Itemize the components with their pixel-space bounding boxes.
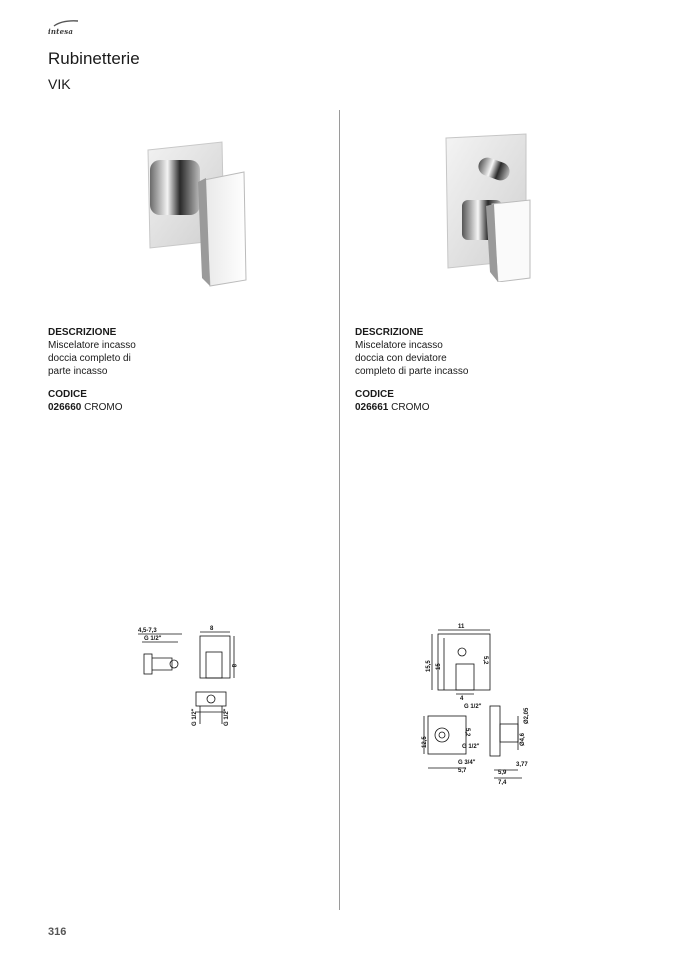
code-number: 026661 (355, 402, 389, 413)
dim-label: 11 (458, 624, 465, 630)
code-number: 026660 (48, 402, 82, 413)
description-line: doccia con deviatore (355, 353, 447, 364)
technical-drawing-026660 (130, 620, 250, 732)
column-divider (339, 110, 340, 910)
dim-label: 8 (210, 626, 214, 632)
page-title: Rubinetterie (48, 49, 140, 68)
code-finish: CROMO (391, 402, 430, 413)
page-number: 316 (48, 926, 67, 938)
product-info-026660 (48, 326, 136, 414)
dim-label: 5,2 (482, 656, 488, 665)
code-line (48, 402, 123, 413)
product-photo-026660 (140, 140, 260, 288)
dim-label: 4 (460, 696, 464, 702)
dim-label: 5,7 (458, 768, 467, 774)
code-label: CODICE (355, 389, 394, 400)
code-line (355, 402, 430, 413)
dim-label: Ø4,6 (520, 732, 526, 746)
dim-label: G 1/2" (144, 636, 162, 642)
description-line: Miscelatore incasso (48, 340, 136, 351)
dim-label: 5,2 (464, 728, 470, 737)
description-line: Miscelatore incasso (355, 340, 443, 351)
description-line: doccia completo di (48, 353, 131, 364)
dim-label: 12,5 (422, 736, 428, 748)
technical-drawing-026661 (418, 620, 548, 790)
description-label: DESCRIZIONE (355, 327, 424, 338)
dim-label: G 1/2" (462, 744, 480, 750)
dim-label: 5,9 (498, 770, 507, 776)
product-info-026661 (355, 326, 468, 414)
dim-label: 3,77 (516, 762, 528, 768)
brand-logo (48, 20, 78, 36)
dim-label: G 1/2" (464, 704, 482, 710)
product-photo-026661 (440, 132, 535, 282)
description-line: completo di parte incasso (355, 366, 469, 377)
dim-label: G 3/4" (458, 760, 476, 766)
dim-label: G 1/2" (192, 708, 198, 726)
dim-label: 4,5-7,3 (138, 628, 157, 634)
dim-label: 15 (436, 663, 442, 670)
page-subtitle: VIK (48, 76, 71, 92)
dim-label: 8 (230, 664, 236, 668)
dim-label: 15,5 (426, 660, 432, 672)
dim-label: 7,4 (498, 780, 507, 786)
dim-label: G 1/2" (224, 708, 230, 726)
code-label: CODICE (48, 389, 87, 400)
dim-label: Ø2,05 (524, 707, 530, 724)
brand-name: intesa (48, 27, 74, 36)
code-finish: CROMO (84, 402, 123, 413)
description-label: DESCRIZIONE (48, 327, 117, 338)
description-line: parte incasso (48, 366, 108, 377)
